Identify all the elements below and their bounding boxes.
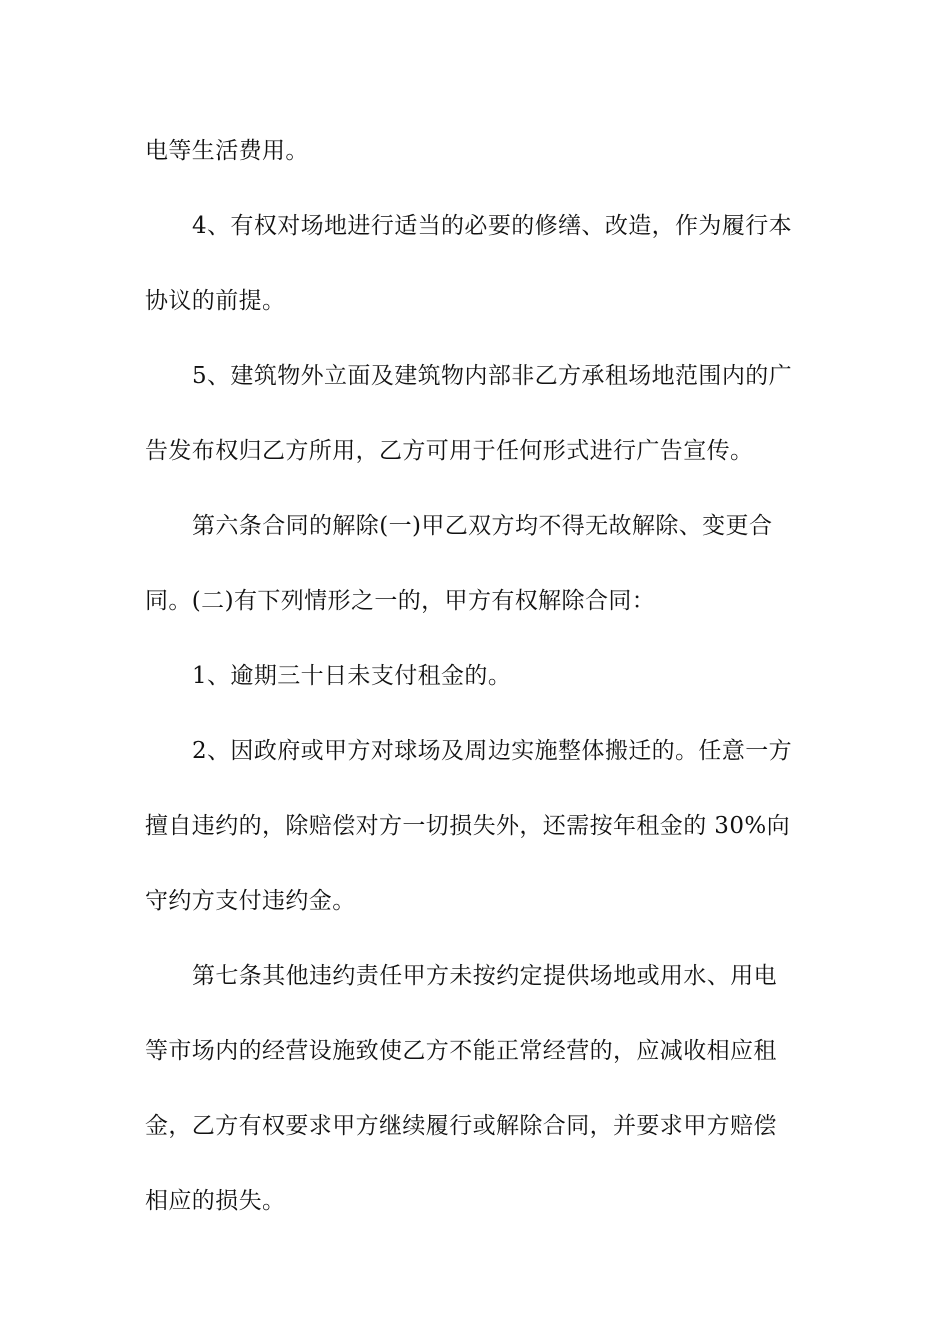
text-line: 金，乙方有权要求甲方继续履行或解除合同，并要求甲方赔偿	[145, 1113, 777, 1139]
list-item-1: 1、逾期三十日未支付租金的。	[192, 663, 512, 689]
text-line: 告发布权归乙方所用，乙方可用于任何形式进行广告宣传。	[145, 438, 754, 464]
text-line: 等市场内的经营设施致使乙方不能正常经营的，应减收相应租	[145, 1038, 777, 1064]
paragraph-4: 4、有权对场地进行适当的必要的修缮、改造，作为履行本	[192, 213, 793, 239]
article-7-heading: 第七条其他违约责任甲方未按约定提供场地或用水、用电	[192, 963, 777, 989]
paragraph-5: 5、建筑物外立面及建筑物内部非乙方承租场地范围内的广	[192, 363, 793, 389]
text-line: 守约方支付违约金。	[145, 888, 356, 914]
text-line: 擅自违约的，除赔偿对方一切损失外，还需按年租金的 30%向	[145, 813, 791, 839]
list-item-2: 2、因政府或甲方对球场及周边实施整体搬迁的。任意一方	[192, 738, 793, 764]
text-line: 协议的前提。	[145, 288, 286, 314]
text-line: 同。(二)有下列情形之一的，甲方有权解除合同：	[145, 588, 656, 614]
text-line: 电等生活费用。	[145, 138, 309, 164]
article-6-heading: 第六条合同的解除(一)甲乙双方均不得无故解除、变更合	[192, 513, 773, 539]
text-line: 相应的损失。	[145, 1188, 286, 1214]
